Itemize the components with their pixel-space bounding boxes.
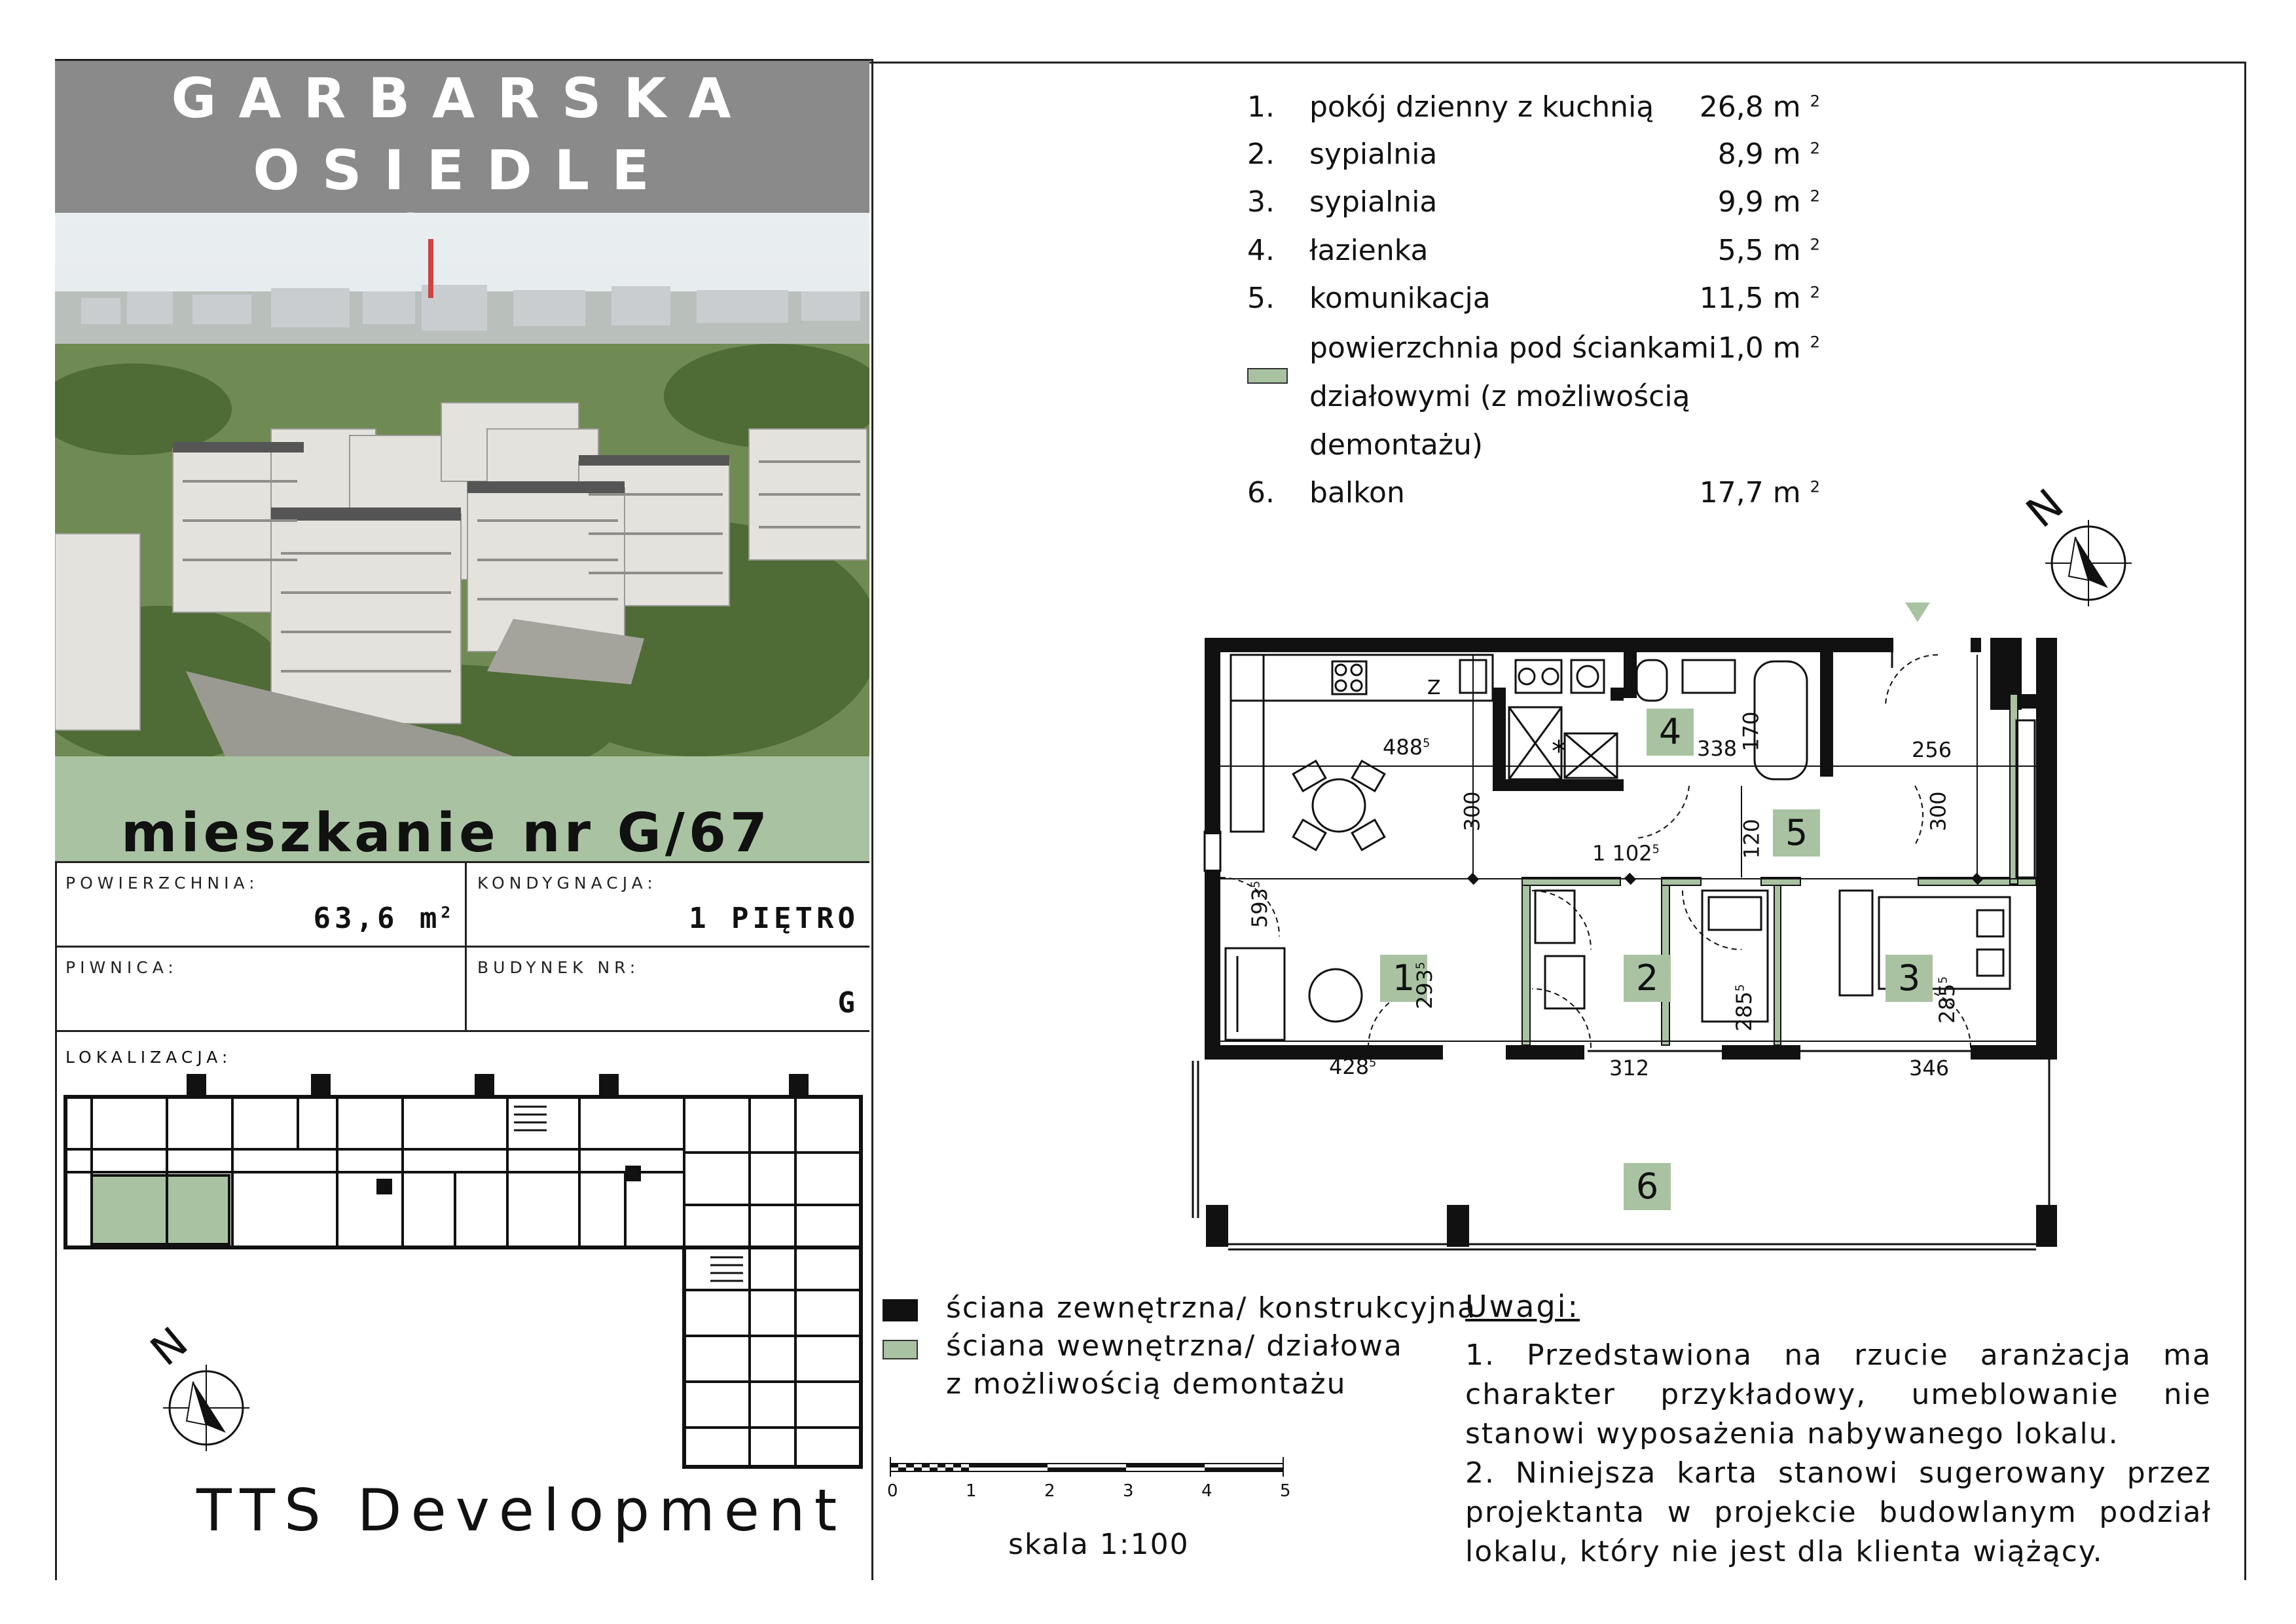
scale-tick: 1 xyxy=(966,1481,977,1501)
dim-label: $285^5$ xyxy=(1732,984,1757,1032)
dim-label: 300 xyxy=(1459,791,1485,832)
plan-z-label: Z xyxy=(1427,676,1441,699)
building-label: BUDYNEK NR: xyxy=(477,958,640,977)
legend-interior-1: ściana wewnętrzna/ działowa xyxy=(946,1329,1403,1363)
room-tag-2: 2 xyxy=(1624,955,1671,1002)
room-number: 6. xyxy=(1247,476,1275,509)
dim-label: $593^5$ xyxy=(1247,880,1273,929)
room-name: balkon xyxy=(1309,476,1405,509)
dining-table xyxy=(1293,761,1385,850)
basement-label: PIWNICA: xyxy=(65,958,178,977)
dim-label: $488^5$ xyxy=(1383,735,1430,760)
north-letter: N xyxy=(2017,480,2073,538)
dim-label: $428^5$ xyxy=(1329,1054,1377,1079)
room-number: 4. xyxy=(1247,234,1275,267)
dim-label: $285^5$ xyxy=(1935,976,1960,1024)
apartment-title-band xyxy=(55,756,869,863)
building-cell xyxy=(467,948,869,1032)
room-area: 11,5 m $^2$ xyxy=(1699,282,1820,315)
estate-rendering-image xyxy=(55,213,869,756)
room-tag-5: 5 xyxy=(1773,809,1820,857)
basement-cell xyxy=(55,948,467,1032)
kitchen-counter xyxy=(1231,655,1493,832)
title-line-1: GARBARSKA xyxy=(171,66,754,130)
scale-tick: 0 xyxy=(887,1481,898,1501)
room-name: powierzchnia pod ściankami xyxy=(1309,331,1717,365)
title-band xyxy=(55,61,869,213)
area-cell xyxy=(55,863,467,948)
legend-exterior: ściana zewnętrzna/ konstrukcyjna xyxy=(946,1291,1477,1325)
north-letter: N xyxy=(141,1318,198,1376)
room-number: 2. xyxy=(1247,138,1275,171)
dim-label: 170 xyxy=(1738,711,1764,752)
room-area: 8,9 m $^2$ xyxy=(1717,138,1820,171)
apartment-title: mieszkanie nr G/67 xyxy=(121,802,771,864)
scale-tick: 3 xyxy=(1123,1481,1134,1501)
room-tag-1: 1 xyxy=(1380,955,1427,1002)
plan-star-label: * xyxy=(1552,735,1566,768)
room-area: 9,9 m $^2$ xyxy=(1717,185,1820,219)
room-name: komunikacja xyxy=(1309,282,1491,315)
floor-value: 1 PIĘTRO xyxy=(689,902,859,935)
room-number: 3. xyxy=(1247,185,1275,219)
note-item: 1. Przedstawiona na rzucie aranżacja ma charakter przykładowy, umeblowanie nie stanowi wyposażenia nabywanego lokalu. xyxy=(1465,1338,2212,1450)
room-tag-6: 6 xyxy=(1624,1163,1671,1210)
building-value: G xyxy=(837,986,859,1020)
dim-label: 312 xyxy=(1609,1056,1650,1080)
dim-label: $293^5$ xyxy=(1412,961,1438,1010)
dim-label: 120 xyxy=(1739,819,1764,859)
room-name: łazienka xyxy=(1309,234,1429,267)
dim-label: 300 xyxy=(1925,791,1951,832)
scale-bar xyxy=(877,1457,1296,1483)
dim-label: 256 xyxy=(1912,737,1952,762)
floor-label: KONDYGNACJA: xyxy=(477,874,657,893)
room-area: 5,5 m $^2$ xyxy=(1717,234,1820,267)
scale-tick: 4 xyxy=(1201,1481,1212,1501)
highlighted-apartment xyxy=(92,1175,229,1244)
room-area: 1,0 m $^2$ xyxy=(1717,331,1820,365)
room-name: sypialnia xyxy=(1309,185,1438,219)
entrance-marker xyxy=(1905,602,1930,622)
exterior-walls xyxy=(1205,638,2057,1247)
room-tag-4: 4 xyxy=(1647,709,1694,756)
interior-wall-swatch xyxy=(883,1340,918,1359)
scale-tick: 5 xyxy=(1280,1481,1291,1501)
scale-label: skala 1:100 xyxy=(1008,1528,1190,1561)
room-tag-3: 3 xyxy=(1886,955,1933,1002)
partition-swatch xyxy=(1247,368,1288,384)
note-item: 2. Niniejsza karta stanowi sugerowany przez projektanta w projekcie budowlanym podział lokalu, który nie jest dla klienta wiążący. xyxy=(1465,1456,2212,1568)
room-area: 26,8 m $^2$ xyxy=(1699,90,1820,124)
legend-interior-2: z możliwością demontażu xyxy=(946,1367,1347,1401)
dim-label: 338 xyxy=(1697,736,1738,761)
dim-label: 346 xyxy=(1909,1056,1950,1080)
dim-label: 1 $102^5$ xyxy=(1592,841,1660,866)
location-label: LOKALIZACJA: xyxy=(65,1048,232,1067)
room-name: demontażu) xyxy=(1309,428,1484,462)
notes-title: Uwagi: xyxy=(1465,1289,1580,1324)
scale-tick: 2 xyxy=(1044,1481,1055,1501)
room-number: 1. xyxy=(1247,90,1275,124)
compass-icon xyxy=(160,1362,252,1454)
exterior-wall-swatch xyxy=(883,1299,918,1321)
sofa xyxy=(1226,948,1362,1040)
room-name: pokój dzienny z kuchnią xyxy=(1309,90,1654,124)
floor-cell xyxy=(467,863,869,948)
title-line-2: OSIEDLE xyxy=(253,138,672,202)
area-value: 63,6 $m^2$ xyxy=(313,902,454,935)
area-label: POWIERZCHNIA: xyxy=(65,874,259,893)
room-name: sypialnia xyxy=(1309,138,1438,171)
developer-name: TTS Development xyxy=(196,1477,847,1544)
room-number: 5. xyxy=(1247,282,1275,315)
room-name: działowymi (z możliwością xyxy=(1309,380,1690,413)
room-area: 17,7 m $^2$ xyxy=(1699,476,1820,509)
